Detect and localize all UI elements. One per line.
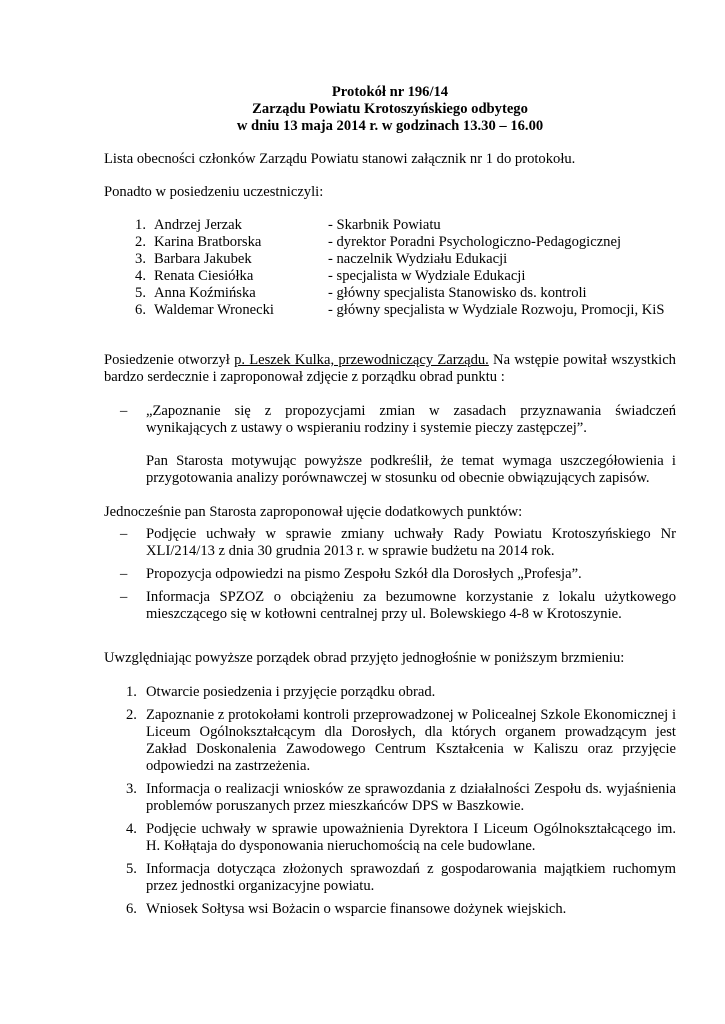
list-item	[104, 403, 676, 437]
agenda-item-text: Informacja dotycząca złożonych sprawozdań z gospodarowania majątkiem ruchomym przez jednostki organizacyjne powiatu.	[146, 861, 676, 894]
agenda-item-number: 3.	[126, 781, 137, 797]
opening-paragraph	[104, 352, 676, 386]
participant-number: 4.	[135, 268, 146, 284]
participant-name: Renata Ciesiółka	[154, 268, 254, 284]
participant-row	[104, 217, 676, 234]
participant-role: - naczelnik Wydziału Edukacji	[328, 251, 508, 267]
participant-number: 5.	[135, 285, 146, 301]
agenda-item-number: 5.	[126, 861, 137, 877]
participant-name: Anna Koźmińska	[154, 285, 256, 301]
list-item	[104, 589, 676, 623]
participant-row	[104, 285, 676, 302]
agenda-item-text: Informacja o realizacji wniosków ze sprawozdania z działalności Zespołu ds. wyjaśnienia problemów poruszanych przez mieszkańców DPS w Baszkowie.	[146, 781, 676, 814]
participant-role: - specjalista w Wydziale Edukacji	[328, 268, 526, 284]
dash-bullet: –	[120, 589, 128, 605]
agenda-item-text: Zapoznanie z protokołami kontroli przeprowadzonej w Policealnej Szkole Ekonomicznej i Liceum Ogólnokształcącym dla Dorosłych, dla których organem prowadzącym jest Zakład Doskonalenia Zawodowego Centrum Kształcenia w Kaliszu oraz przyjęcie odpowiedzi na zastrzeżenia.	[146, 707, 676, 774]
agenda-item-text: Podjęcie uchwały w sprawie upoważnienia Dyrektora I Liceum Ogólnokształcącego im. H. Kołłątaja do dysponowania nieruchomością na cele budowlane.	[146, 821, 676, 854]
participant-row	[104, 251, 676, 268]
agenda-item	[104, 707, 676, 775]
participant-role: - dyrektor Poradni Psychologiczno-Pedagogicznej	[328, 234, 622, 250]
title-line-3: w dniu 13 maja 2014 r. w godzinach 13.30 – 16.00	[236, 118, 544, 134]
removed-item-text: „Zapoznanie się z propozycjami zmian w zasadach przyznawania świadczeń wynikających z ustawy o wspieraniu rodziny i systemie pieczy zastępczej”.	[146, 403, 676, 436]
opening-text-before: Posiedzenie otworzył	[104, 352, 235, 368]
additional-point-text: Propozycja odpowiedzi na pismo Zespołu Szkół dla Dorosłych „Profesja”.	[146, 566, 582, 582]
title-line-2: Zarządu Powiatu Krotoszyńskiego odbytego	[252, 101, 528, 117]
document-title	[104, 84, 676, 135]
dash-bullet: –	[120, 566, 128, 582]
participant-number: 1.	[135, 217, 146, 233]
participant-name: Andrzej Jerzak	[154, 217, 242, 233]
additional-point-text: Podjęcie uchwały w sprawie zmiany uchwały Rady Powiatu Krotoszyńskiego Nr XLI/214/13 z dnia 30 grudnia 2013 r. w sprawie budżetu na 2014 rok.	[146, 526, 676, 559]
participant-name: Karina Bratborska	[154, 234, 262, 250]
participant-number: 6.	[135, 302, 146, 318]
agenda-item-text: Otwarcie posiedzenia i przyjęcie porządku obrad.	[146, 684, 436, 700]
participant-role: - Skarbnik Powiatu	[328, 217, 441, 233]
participant-role: - główny specjalista Stanowisko ds. kontroli	[328, 285, 587, 301]
participants-list	[104, 217, 676, 319]
participant-name: Waldemar Wronecki	[154, 302, 274, 318]
agenda-item	[104, 861, 676, 895]
chairman-name: p. Leszek Kulka, przewodniczący Zarządu.	[234, 352, 489, 368]
participant-row	[104, 302, 676, 319]
participant-row	[104, 268, 676, 285]
participant-number: 3.	[135, 251, 146, 267]
participant-row	[104, 234, 676, 251]
participant-role: - główny specjalista w Wydziale Rozwoju, Promocji, KiS	[328, 302, 665, 318]
list-item	[104, 566, 676, 583]
dash-bullet: –	[120, 526, 128, 542]
agenda-item	[104, 684, 676, 701]
agenda-item-text: Wniosek Sołtysa wsi Bożacin o wsparcie finansowe dożynek wiejskich.	[146, 901, 567, 917]
dash-bullet: –	[120, 403, 128, 419]
agenda-intro: Uwzględniając powyższe porządek obrad przyjęto jednogłośnie w poniższym brzmieniu:	[104, 650, 625, 666]
additional-points-list	[104, 526, 676, 623]
agenda-item	[104, 781, 676, 815]
title-line-1: Protokół nr 196/14	[331, 84, 449, 100]
participant-number: 2.	[135, 234, 146, 250]
agenda-item-number: 6.	[126, 901, 137, 917]
attendance-note: Lista obecności członków Zarządu Powiatu stanowi załącznik nr 1 do protokołu.	[104, 151, 576, 167]
list-item	[104, 526, 676, 560]
agenda-item	[104, 901, 676, 918]
opening-text-after: Na wstępie powitał wszystkich bardzo serdecznie i zaproponował zdjęcie z porządku obrad punktu :	[104, 352, 676, 385]
agenda-list	[104, 684, 676, 918]
participants-intro: Ponadto w posiedzeniu uczestniczyli:	[104, 184, 324, 200]
additional-points-intro: Jednocześnie pan Starosta zaproponował ujęcie dodatkowych punktów:	[104, 504, 523, 520]
agenda-item	[104, 821, 676, 855]
document-page	[104, 84, 676, 918]
agenda-item-number: 2.	[126, 707, 137, 723]
starosta-comment: Pan Starosta motywując powyższe podkreślił, że temat wymaga uszczegółowienia i przygotowania analizy porównawczej w stosunku od obecnie obwiązujących zapisów.	[146, 453, 676, 486]
agenda-item-number: 4.	[126, 821, 137, 837]
removed-items-list	[104, 403, 676, 437]
participant-name: Barbara Jakubek	[154, 251, 252, 267]
agenda-item-number: 1.	[126, 684, 137, 700]
additional-point-text: Informacja SPZOZ o obciążeniu za bezumowne korzystanie z lokalu użytkowego mieszczącego się w kotłowni centralnej przy ul. Bolewskiego 4-8 w Krotoszynie.	[146, 589, 676, 622]
